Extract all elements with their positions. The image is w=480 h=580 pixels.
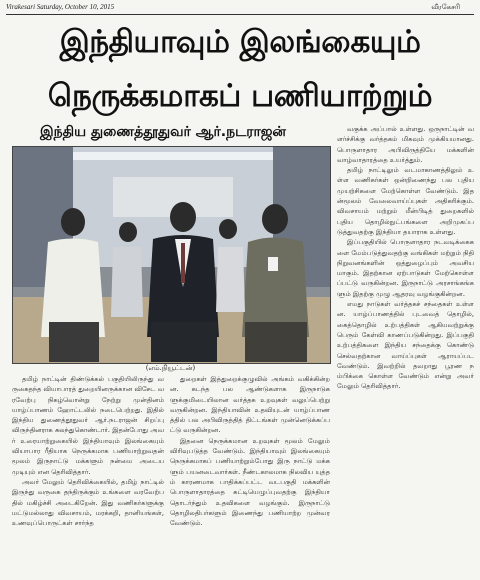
paragraph: இதனை நெருக்கமான உறவுகள் மூலம் மேலும் விரிவுபடுத்த வேண்டும். இந்தியாவும் இலங்கையும் நெருக்கமாகப் பணியாற்றும்போது இரு நாட்டு மக்களும் பயனடைவார்கள். நீண்டகாலமாக நிலவிய யுத்தம் காரணமாக பாதிக்கப்பட்ட வடபகுதி மக்களின் பொருளாதாரத்தை கட்டியெழுப்புவதற்கு இந்தியா தொடர்ந்தும் உதவிகளை வழங்கும். இருநாட்டு தொழிலதிபர்களும் இணைந்து பணியாற்ற முன்வர வேண்டும். bbox=[170, 436, 330, 528]
header-rule bbox=[6, 14, 474, 15]
masthead-dateline: Virakesari Saturday, October 10, 2015 bbox=[6, 3, 115, 11]
photo-illustration bbox=[13, 147, 330, 363]
headline-line-2: நெருக்கமாகப் பணியாற்றும் bbox=[47, 78, 433, 114]
page-header bbox=[6, 3, 474, 13]
paragraph: தமிழ் நாட்டிலும் வடமாகாணத்திலும் உள்ள வணிகர்கள் ஒன்றிணைந்து பல புதிய முயற்சிகளை மேற்கொள்ள வேண்டும். இதன்மூலம் வேலைவாய்ப்புகள் அதிகரிக்கும். விவசாயம் மற்றும் மீன்பிடித் துறைகளில் புதிய தொழில்நுட்பங்களை அறிமுகப்படுத்துவதற்கு இந்தியா தயாராக உள்ளது. bbox=[337, 166, 474, 236]
headline-line-1: இந்தியாவும் இலங்கையும் bbox=[59, 24, 421, 60]
article-column-3 bbox=[337, 124, 474, 574]
paragraph: வகுக்க அப்பால் உள்ளது. ஒருநாட்டின் வளர்ச்சிக்கு வர்த்தகம் மிகவும் முக்கியமானது. பொருளாதார அபிவிருத்தியே மக்களின் வாழ்வாதாரத்தை உயர்த்தும். bbox=[337, 125, 474, 164]
article-column-2 bbox=[170, 374, 330, 574]
paragraph: இப்பகுதியில் பொருளாதார நடவடிக்கைகளை மேம்படுத்துவதற்கு வங்கிகள் மற்றும் நிதி நிறுவனங்களின் ஒத்துழைப்பும் அவசியமாகும். இதற்கான ஏற்பாடுகள் மேற்கொள்ளப்பட்டு வருகின்றன. இருநாட்டு அரசாங்கங்களும் இதற்கு முழு ஆதரவு வழங்குகின்றன. bbox=[337, 238, 474, 298]
section-name: வீரகேசரி bbox=[431, 3, 460, 11]
paragraph: எமது நாடுகள் வர்த்தகச் சந்தைகள் உள்ளன. யாழ்ப்பாணத்தில் புடவைத் தொழில், கைத்தொழில் உற்பத்திகள் ஆகியவற்றுக்கு பெரும் கேள்வி காணப்படுகின்றது. இப்பகுதி உற்பத்திகளை இந்திய சந்தைக்கு கொண்டு செல்வதற்கான வாய்ப்புகள் ஆராயப்பட வேண்டும். இவற்றில் தவறாது பூரண நம்பிக்கை கொள்ள வேண்டும் என்று அவர் மேலும் தெரிவித்தார். bbox=[337, 300, 474, 391]
paragraph: துறைகள் இத்துறைக்குழுவில் அங்கம் வகிக்கின்றன. கடந்த பல ஆண்டுகளாக இருநாடுகளுக்குமிடையிலான வர்த்தக உறவுகள் வலுப்பெற்று வருகின்றன. இந்தியாவின் உதவியுடன் யாழ்ப்பாணத்தில் பல அபிவிருத்தித் திட்டங்கள் முன்னெடுக்கப்பட்டு வருகின்றன. bbox=[170, 375, 330, 435]
photo-caption: (எம்.நியூட்டன்) bbox=[145, 364, 196, 372]
paragraph: தமிழ் நாட்டின் திண்டுக்கல் பகுதியிலிருந்து வருகைதந்த வியாபாரத் துறையினருக்கான விசேட வரவேற்பு நிகழ்வொன்று நேற்று முன்தினம் யாழ்ப்பாணம் ஹோட்டலில் நடைபெற்றது. இதில் இந்திய துணைத்தூதுவர் ஆர்.நடராஜன் சிறப்பு விருந்தினராக கலந்துகொண்டார். இதன்போது அவர் உரையாற்றுகையில் இந்தியாவும் இலங்கையும் வியாபார ரீதியாக நெருக்கமாக பணியாற்றுவதன் மூலம் இருநாட்டு மக்களும் நன்மை அடைய முடியும் என தெரிவித்தார். bbox=[12, 375, 164, 476]
subheadline-byline: இந்திய துணைத்தூதுவர் ஆர்.நடராஜன் bbox=[40, 124, 287, 140]
news-photo bbox=[12, 146, 331, 364]
article-column-1 bbox=[12, 374, 164, 574]
paragraph: அவர் மேலும் தெரிவிக்கையில், தமிழ் நாட்டில் இருந்து வருகை தந்திருக்கும் உங்களை வரவேற்பதில் மகிழ்ச்சி அடைகிறேன். இது வணிகர்களுக்கு மட்டுமல்லாது விவசாயம், மரக்கறி, தானியங்கள், உணவுப்பொருட்கள் சார்ந்த bbox=[12, 477, 164, 528]
